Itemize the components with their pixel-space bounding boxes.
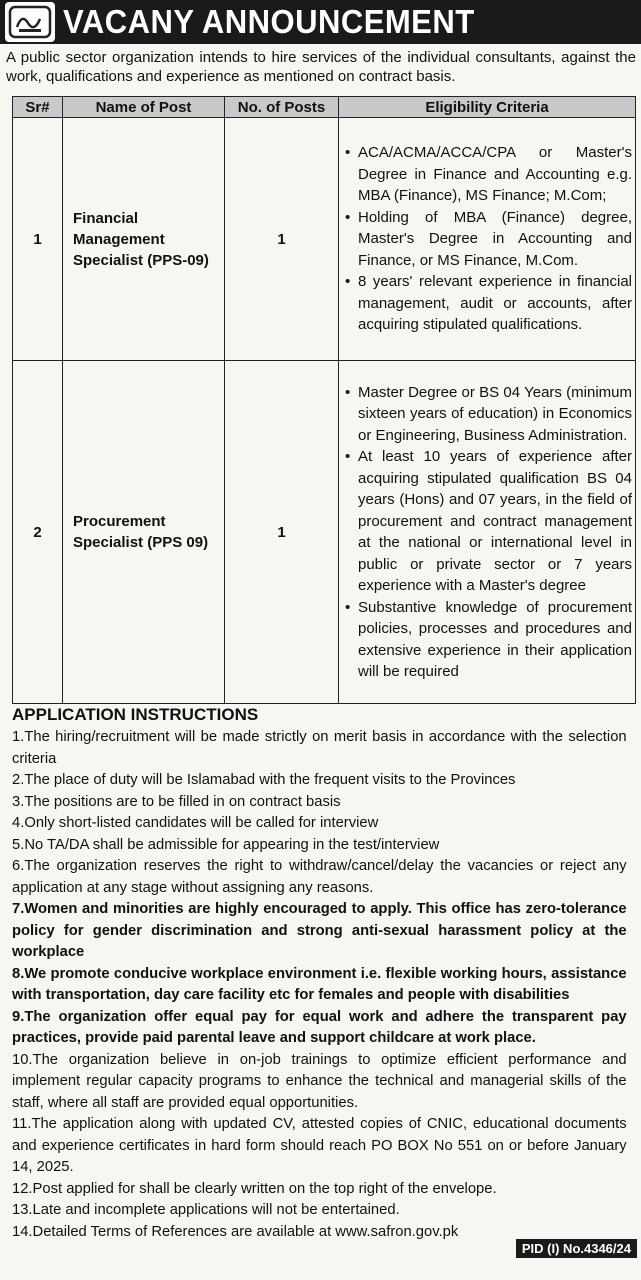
instruction-item: 11.The application along with updated CV, attested copies of CNIC, educational documents and experience certificates in hard form should reach PO BOX No 551 on or before January 14, 2025.	[12, 1115, 627, 1175]
instructions-heading: APPLICATION INSTRUCTIONS	[12, 705, 259, 724]
row-criteria	[339, 361, 636, 704]
application-instructions	[12, 704, 636, 1242]
row-post-name: Procurement Specialist (PPS 09)	[63, 361, 225, 704]
table-row	[13, 361, 636, 704]
instruction-item: 7.Women and minorities are highly encouraged to apply. This office has zero-tolerance policy for gender discrimination and strong anti-sexual harassment policy at the workplace	[12, 900, 627, 960]
instruction-item: 8.We promote conducive workplace environment i.e. flexible working hours, assistance with transportation, day care facility etc for females and people with disabilities	[12, 964, 627, 1003]
instruction-item: 9.The organization offer equal pay for equal work and adhere the transparent pay practices, provide paid parental leave and support childcare at work place.	[12, 1007, 627, 1046]
pid-badge: PID (I) No.4346/24	[516, 1239, 637, 1258]
instruction-item: 14.Detailed Terms of References are available at www.safron.gov.pk	[12, 1222, 459, 1240]
table-header-row	[13, 97, 636, 118]
criteria-item: • At least 10 years of experience after acquiring stipulated qualification BS 04 years (Hons) and 07 years, in the field of procurement and contract management at the national or international level in public or private sector or 7 years experience with a Master's degree	[343, 446, 632, 597]
instruction-item: 10.The organization believe in on-job trainings to optimize efficient performance and implement regular capacity programs to enhance the technical and managerial skills of the staff, where all staff are provided equal opportunities.	[12, 1050, 627, 1111]
table-row	[13, 118, 636, 361]
row-sr: 1	[13, 118, 63, 361]
header-post-name: Name of Post	[63, 97, 225, 118]
instruction-item: 12.Post applied for shall be clearly written on the top right of the envelope.	[12, 1179, 497, 1197]
row-post-name: Financial Management Specialist (PPS-09)	[63, 118, 225, 361]
header-eligibility: Eligibility Criteria	[339, 97, 636, 118]
row-post-count: 1	[225, 361, 339, 704]
instruction-item: 13.Late and incomplete applications will not be entertained.	[12, 1201, 400, 1218]
announcement-header	[0, 0, 641, 44]
header-post-count: No. of Posts	[225, 97, 339, 118]
header-sr: Sr#	[13, 97, 63, 118]
organization-logo-icon	[5, 2, 55, 42]
page-title: VACANY ANNOUNCEMENT	[63, 3, 475, 40]
instruction-item: 2.The place of duty will be Islamabad with the frequent visits to the Provinces	[12, 771, 516, 788]
row-sr: 2	[13, 361, 63, 704]
intro-text: A public sector organization intends to hire services of the individual consultants, against the work, qualifications and experience as mentioned on contract basis.	[6, 49, 636, 85]
instruction-item: 3.The positions are to be filled in on contract basis	[12, 792, 341, 810]
criteria-list	[343, 382, 632, 683]
instruction-item: 6.The organization reserves the right to withdraw/cancel/delay the vacancies or reject any application at any stage without assigning any reasons.	[12, 857, 627, 896]
instruction-item: 5.No TA/DA shall be admissible for appearing in the test/interview	[12, 835, 440, 853]
criteria-item: • Substantive knowledge of procurement policies, processes and procedures and extensive experience in their application will be required	[343, 597, 632, 683]
row-post-count: 1	[225, 118, 339, 361]
criteria-item: • Master Degree or BS 04 Years (minimum sixteen years of education) in Economics or Engineering, Business Administration.	[343, 382, 632, 447]
instruction-item: 4.Only short-listed candidates will be called for interview	[12, 814, 379, 831]
row-criteria	[339, 118, 636, 361]
criteria-list	[343, 142, 632, 336]
vacancy-table	[12, 96, 636, 704]
criteria-item: • ACA/ACMA/ACCA/CPA or Master's Degree in Finance and Accounting e.g. MBA (Finance), MS Finance; M.Com;	[343, 142, 632, 207]
criteria-item: • 8 years' relevant experience in financial management, audit or accounts, after acquiring stipulated qualifications.	[343, 271, 632, 336]
criteria-item: • Holding of MBA (Finance) degree, Master's Degree in Accounting and Finance, or MS Finance, M.Com.	[343, 207, 632, 272]
instruction-item: 1.The hiring/recruitment will be made strictly on merit basis in accordance with the selection criteria	[12, 728, 627, 767]
